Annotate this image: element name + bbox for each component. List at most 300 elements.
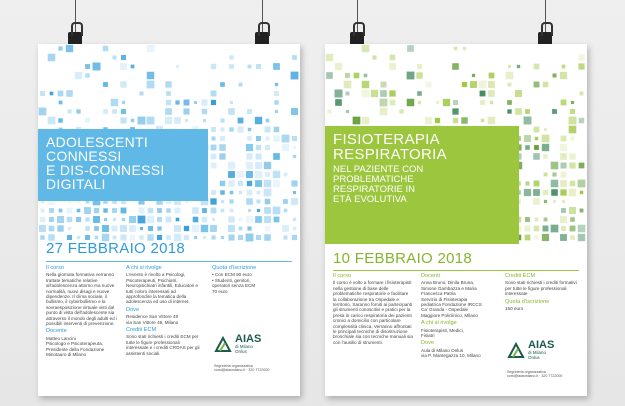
pixel-square: [211, 136, 215, 140]
pixel-square: [525, 226, 531, 232]
aias-logo: [507, 340, 554, 360]
pixel-square: [176, 218, 180, 222]
pixel-square: [194, 236, 197, 239]
pixel-square: [66, 90, 73, 97]
pixel-square: [571, 101, 574, 104]
pixel-square: [59, 101, 63, 105]
pixel-square: [157, 226, 161, 230]
pixel-square: [292, 55, 297, 60]
pixel-square: [569, 117, 577, 125]
pixel-square: [551, 162, 559, 170]
pixel-square: [58, 118, 63, 123]
pixel-square: [68, 227, 71, 230]
section-heading: Il corso: [333, 273, 352, 279]
pixel-square: [488, 81, 495, 88]
pixel-square: [273, 171, 280, 178]
pixel-square: [578, 180, 586, 188]
pixel-square: [560, 171, 566, 177]
pixel-square: [273, 63, 280, 70]
pixel-square: [472, 74, 475, 77]
pixel-square: [257, 209, 260, 212]
pixel-square: [425, 117, 432, 124]
section-text: Nella giornata formativa verranno trattate tematiche relative all'adolescenza attorno ma nuove normalità, nuovi disagi e nuove dipendenze. Il clima sociale, il bullismo, il cyberbullismo e la sovraesposizione virtuale visti dal punto di vista dell'adolescente sia attraverso il mondo degli adulti ed i possibili interventi di prevenzione.: [46, 272, 117, 327]
pixel-square: [488, 90, 495, 97]
pixel-square: [561, 208, 566, 213]
pixel-square: [256, 64, 261, 69]
pixel-square: [66, 45, 73, 52]
pixel-square: [157, 217, 162, 222]
pixel-square: [93, 63, 101, 71]
pixel-square: [542, 234, 549, 241]
pixel-square: [580, 191, 583, 194]
pixel-square: [274, 91, 279, 96]
pixel-square: [436, 101, 439, 104]
pixel-square: [248, 65, 252, 69]
pixel-square: [120, 225, 127, 232]
pixel-square: [515, 108, 522, 115]
pixel-square: [211, 91, 217, 97]
pixel-square: [185, 119, 188, 122]
info-column: [333, 274, 413, 345]
poster-left: [38, 44, 300, 396]
pixel-square: [560, 153, 567, 160]
pixel-square: [326, 72, 333, 79]
pixel-square: [129, 216, 136, 223]
pixel-square: [525, 109, 530, 114]
pixel-square: [570, 217, 575, 222]
pixel-square: [58, 46, 62, 50]
pixel-square: [265, 226, 271, 232]
pixel-square: [49, 208, 54, 213]
pixel-square: [58, 91, 64, 97]
pixel-square: [220, 190, 224, 194]
pixel-square: [112, 109, 117, 114]
pixel-square: [220, 118, 224, 122]
pixel-square: [435, 118, 440, 123]
pixel-square: [229, 55, 233, 59]
pixel-square: [543, 190, 548, 195]
pixel-square: [229, 127, 233, 131]
pixel-square: [239, 83, 243, 87]
pixel-square: [166, 100, 171, 105]
pixel-square: [256, 136, 261, 141]
pixel-square: [228, 108, 235, 115]
section-heading: Crediti ECM: [505, 273, 536, 279]
pixel-square: [543, 154, 547, 158]
pixel-square: [103, 109, 108, 114]
pixel-square: [121, 109, 126, 114]
section-text: Matteo Lancini Psicologo e Psicoterapeuta, Presidente della Fondazione Minotauro di Milano: [46, 335, 105, 358]
pixel-square: [255, 171, 263, 179]
pixel-square: [362, 81, 369, 88]
pixel-square: [256, 235, 261, 240]
pixel-square: [560, 72, 567, 79]
pixel-square: [569, 162, 575, 168]
pixel-square: [138, 216, 146, 224]
pixel-square: [220, 136, 225, 141]
info-column: [505, 274, 581, 311]
pixel-square: [202, 109, 207, 114]
pixel-square: [265, 172, 270, 177]
pixel-square: [560, 189, 566, 195]
pixel-square: [84, 207, 91, 214]
pixel-square: [120, 63, 127, 70]
pixel-square: [39, 108, 47, 116]
pixel-square: [489, 73, 495, 79]
pixel-square: [390, 100, 396, 106]
pixel-square: [174, 225, 181, 232]
pixel-square: [345, 73, 350, 78]
pixel-square: [157, 208, 162, 213]
pixel-square: [380, 90, 387, 97]
pixel-square: [237, 126, 243, 132]
pixel-square: [282, 135, 290, 143]
pixel-square: [364, 74, 368, 78]
pixel-square: [148, 208, 153, 213]
pixel-square: [470, 81, 477, 88]
pixel-square: [525, 145, 530, 150]
pixel-square: [506, 72, 514, 80]
pixel-square: [552, 109, 557, 114]
pixel-square: [165, 216, 171, 222]
pixel-square: [462, 82, 467, 87]
pixel-square: [50, 92, 54, 96]
pixel-square: [273, 207, 281, 215]
pixel-square: [326, 54, 333, 61]
pixel-square: [255, 153, 261, 159]
pixel-square: [237, 171, 244, 178]
pixel-square: [264, 234, 270, 240]
pixel-square: [569, 207, 576, 214]
pixel-square: [524, 117, 532, 125]
pixel-square: [283, 199, 288, 204]
pixel-square: [48, 117, 56, 125]
pixel-square: [380, 108, 387, 115]
pixel-square: [480, 100, 485, 105]
pixel-square: [525, 235, 531, 241]
pixel-square: [219, 144, 226, 151]
pixel-square: [570, 226, 576, 232]
pixel-square: [113, 236, 117, 240]
pixel-square: [257, 191, 261, 195]
pixel-square: [67, 109, 71, 113]
pixel-square: [104, 218, 107, 221]
pixel-square: [165, 108, 172, 115]
pixel-square: [275, 110, 278, 113]
pixel-square: [335, 90, 343, 98]
pixel-square: [112, 226, 118, 232]
pixel-square: [228, 225, 235, 232]
pixel-square: [534, 235, 539, 240]
pixel-square: [219, 153, 225, 159]
pixel-square: [273, 135, 279, 141]
pixel-square: [371, 90, 378, 97]
pixel-square: [113, 218, 116, 221]
pixel-square: [535, 218, 539, 222]
pixel-square: [220, 181, 225, 186]
pixel-square: [561, 226, 566, 231]
secretariat-info: Segreteria organizzativa corsi@aiasmilano.it · 320 7722000: [214, 364, 270, 373]
aias-logo-icon: [507, 341, 525, 359]
pixel-square: [85, 64, 90, 69]
section-heading: Docenti: [421, 273, 440, 279]
pixel-square: [103, 82, 108, 87]
pixel-square: [165, 81, 171, 87]
pixel-square: [335, 63, 342, 70]
pixel-square: [211, 154, 217, 160]
pixel-square: [122, 101, 125, 104]
pixel-square: [274, 217, 280, 223]
pixel-square: [184, 226, 189, 231]
pixel-square: [570, 109, 575, 114]
section-heading: Dove: [126, 306, 140, 313]
pixel-square: [553, 200, 556, 203]
aias-logo-icon: [214, 335, 232, 353]
section-heading: Quota d'iscrizione: [212, 265, 257, 271]
pixel-square: [264, 189, 272, 197]
pixel-square: [211, 145, 217, 151]
pixel-square: [148, 226, 153, 231]
pixel-square: [139, 91, 143, 95]
pixel-square: [515, 90, 522, 97]
pixel-square: [544, 218, 548, 222]
pixel-square: [362, 90, 370, 98]
pixel-square: [220, 127, 224, 131]
section-heading: Docente: [46, 328, 67, 335]
info-column: [46, 266, 118, 358]
pixel-square: [335, 99, 342, 106]
section-text: Anna Bruno, Dinila Bruna, Simone Gambazza e Maria Francesca Patria Servizio di Fisioterapia pediatrica Fondazione IRCCS Ca' Granda - Ospedale Maggiore Policlinico, Milano: [421, 280, 482, 318]
section-heading: Crediti ECM: [126, 327, 157, 334]
pixel-square: [129, 225, 136, 232]
pixel-square: [544, 200, 547, 203]
pixel-square: [203, 119, 206, 122]
pixel-square: [454, 47, 458, 51]
pixel-square: [166, 91, 171, 96]
pixel-square: [578, 63, 584, 69]
pixel-square: [507, 109, 511, 113]
pixel-square: [578, 54, 585, 61]
pixel-square: [210, 225, 217, 232]
section-text: Residence San Vittore 49 via San Vittore 49, Milano: [126, 314, 179, 325]
pixel-square: [246, 216, 253, 223]
pixel-square: [579, 118, 584, 123]
pixel-square: [560, 144, 567, 151]
section-text: Aula di Milano Onlus via P. Mantegazza 10, Milano: [421, 347, 481, 359]
pixel-square: [346, 92, 350, 96]
pixel-square: [560, 180, 567, 187]
pixel-square: [463, 47, 466, 50]
pixel-square: [229, 64, 234, 69]
pixel-square: [57, 225, 63, 231]
pixel-square: [578, 234, 585, 241]
pixel-square: [49, 226, 55, 232]
pixel-square: [580, 92, 584, 96]
pixel-square: [425, 81, 431, 87]
pixel-square: [48, 54, 56, 62]
pixel-square: [569, 153, 575, 159]
pixel-square: [534, 145, 539, 150]
pixel-square: [238, 235, 243, 240]
pixel-square: [390, 55, 396, 61]
aias-logo: [214, 334, 261, 354]
pixel-square: [264, 207, 271, 214]
pixel-square: [293, 218, 296, 221]
pixel-square: [274, 127, 280, 133]
pixel-square: [560, 234, 567, 241]
info-column: [126, 266, 202, 356]
pixel-square: [239, 191, 242, 194]
title-band: [38, 129, 208, 201]
pixel-square: [551, 189, 558, 196]
pixel-square: [57, 216, 64, 223]
logo-subtitle: di Milano Onlus: [235, 344, 254, 354]
pixel-square: [122, 218, 125, 221]
pixel-square: [535, 137, 538, 140]
section-heading: Quota d'iscrizione: [505, 298, 550, 305]
event-date: 10 FEBBRAIO 2018: [333, 250, 473, 267]
pixel-square: [147, 216, 155, 224]
pixel-square: [291, 180, 297, 186]
pixel-square: [39, 225, 46, 232]
pixel-square: [192, 225, 199, 232]
pixel-square: [103, 46, 108, 51]
pixel-square: [284, 209, 288, 213]
pixel-square: [255, 162, 262, 169]
section-text: 150 euro: [505, 306, 524, 312]
pixel-square: [147, 117, 155, 125]
section-text: L'evento è rivolto a Psicologi, Psicoterapeuti, Psichiatri, Neuropsichiatri infantili, Educatori e tutti coloro interessati ad approfondire la tematica della adolescenza ed uso di internet.: [126, 272, 199, 305]
pixel-square: [120, 81, 126, 87]
pixel-square: [418, 101, 421, 104]
pixel-square: [257, 200, 261, 204]
pixel-square: [255, 117, 262, 124]
pixel-square: [534, 226, 540, 232]
pixel-square: [416, 72, 422, 78]
pixel-square: [264, 126, 270, 132]
pixel-square: [561, 100, 567, 106]
pixel-square: [95, 236, 98, 239]
pixel-square: [211, 208, 217, 214]
pixel-square: [354, 73, 360, 79]
pixel-square: [228, 180, 235, 187]
section-heading: Dove: [421, 340, 435, 347]
pixel-square: [131, 119, 134, 122]
pixel-square: [533, 189, 540, 196]
pixel-square: [221, 209, 225, 213]
pixel-square: [230, 101, 233, 104]
pixel-square: [67, 217, 72, 222]
pixel-square: [525, 181, 529, 185]
pixel-square: [211, 100, 216, 105]
pixel-square: [480, 91, 486, 97]
pixel-square: [147, 72, 154, 79]
pixel-square: [139, 208, 145, 214]
pixel-square: [544, 173, 548, 177]
pixel-square: [282, 144, 289, 151]
pixel-square: [238, 118, 244, 124]
pixel-square: [111, 99, 118, 106]
pixel-square: [121, 55, 126, 60]
pixel-square: [417, 64, 422, 69]
pixel-square: [265, 199, 271, 205]
pixel-square: [452, 63, 459, 70]
pixel-square: [293, 146, 296, 149]
pixel-square: [488, 117, 496, 125]
pixel-square: [380, 99, 388, 107]
pixel-square: [283, 235, 287, 239]
pixel-square: [175, 208, 181, 214]
pixel-square: [417, 91, 422, 96]
pixel-square: [40, 235, 44, 239]
poster-title: FISIOTERAPIA RESPIRATORIA: [333, 131, 447, 163]
pixel-square: [293, 191, 296, 194]
pixel-square: [264, 216, 271, 223]
poster-right: [325, 44, 587, 396]
pixel-square: [247, 226, 251, 230]
pixel-square: [443, 99, 450, 106]
pixel-square: [534, 181, 540, 187]
pixel-square: [176, 65, 179, 68]
pixel-square: [211, 64, 216, 69]
pixel-square: [544, 128, 547, 131]
pixel-square: [248, 209, 251, 212]
logo-name: AIAS: [235, 333, 262, 345]
pixel-square: [192, 207, 198, 213]
info-column: [212, 266, 292, 294]
pixel-square: [561, 136, 567, 142]
pixel-square: [508, 65, 511, 68]
pixel-square: [211, 127, 216, 132]
pixel-square: [174, 117, 181, 124]
section-heading: Il corso: [46, 265, 65, 271]
pixel-square: [201, 225, 208, 232]
pixel-square: [210, 198, 216, 204]
pixel-square: [202, 217, 208, 223]
divider: [333, 270, 579, 271]
pixel-square: [40, 91, 45, 96]
pixel-square: [292, 235, 297, 240]
pixel-square: [517, 65, 520, 68]
pixel-square: [49, 217, 54, 222]
pixel-square: [399, 109, 403, 113]
pixel-square: [293, 227, 297, 231]
pixel-square: [165, 117, 172, 124]
pixel-square: [266, 119, 270, 123]
pixel-square: [372, 55, 376, 59]
pixel-square: [212, 218, 215, 221]
pixel-square: [381, 82, 387, 88]
divider: [46, 261, 292, 262]
pixel-square: [239, 227, 243, 231]
pixel-square: [246, 171, 253, 178]
pixel-square: [452, 108, 458, 114]
pixel-square: [183, 108, 189, 114]
pixel-square: [284, 173, 288, 177]
pixel-square: [551, 180, 559, 188]
poster-subtitle: NEL PAZIENTE CON PROBLEMATICHE RESPIRATORIE IN ETÀ EVOLUTIVA: [333, 164, 424, 205]
pixel-square: [570, 235, 575, 240]
pixel-square: [552, 73, 556, 77]
pixel-square: [291, 108, 298, 115]
pixel-square: [147, 45, 155, 53]
pixel-square: [193, 217, 199, 223]
pixel-square: [228, 216, 234, 222]
pixel-square: [534, 82, 540, 88]
pixel-square: [255, 180, 262, 187]
pixel-square: [221, 200, 224, 203]
pixel-square: [94, 226, 99, 231]
